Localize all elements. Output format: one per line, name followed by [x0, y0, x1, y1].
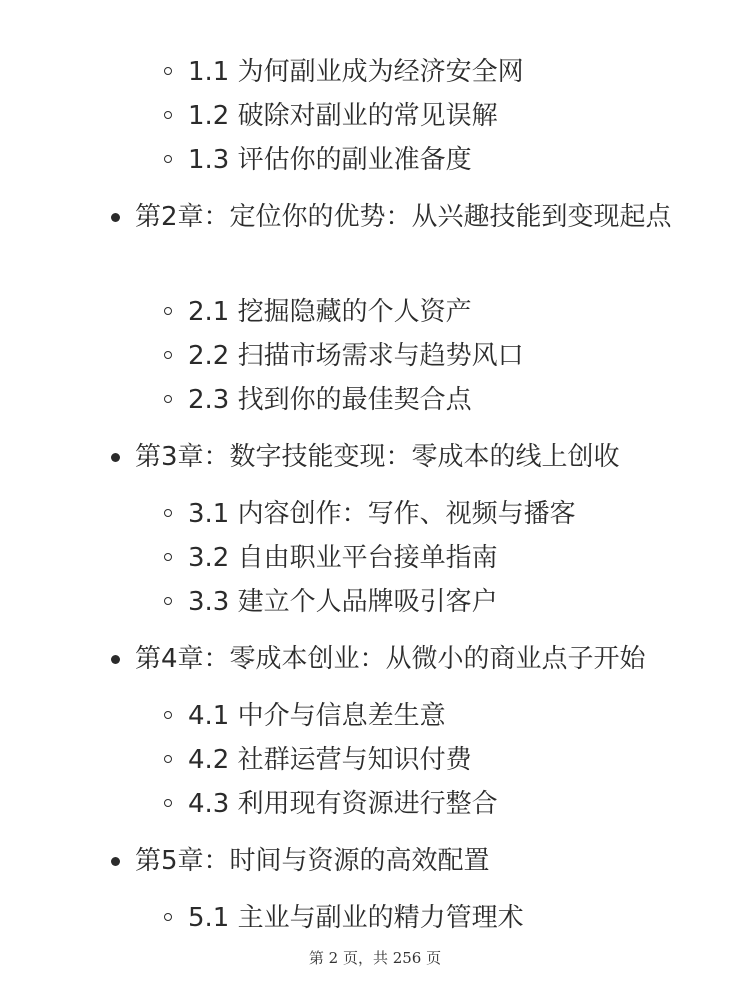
hollow-bullet-icon [164, 711, 172, 719]
toc-chapter-2[interactable] [135, 195, 675, 239]
toc-section-label: 4.3 利用现有资源进行整合 [188, 789, 498, 819]
toc-section-label: 1.1 为何副业成为经济安全网 [188, 57, 524, 87]
toc-chapter-label: 第5章：时间与资源的高效配置 [135, 846, 490, 876]
hollow-bullet-icon [164, 553, 172, 561]
toc-section-5-1[interactable] [188, 896, 524, 940]
toc-section-label: 3.2 自由职业平台接单指南 [188, 543, 498, 573]
hollow-bullet-icon [164, 509, 172, 517]
filled-bullet-icon [111, 655, 120, 664]
toc-chapter-5[interactable] [135, 839, 675, 883]
toc-section-label: 3.3 建立个人品牌吸引客户 [188, 587, 498, 617]
toc-section-label: 3.1 内容创作：写作、视频与播客 [188, 499, 576, 529]
toc-section-label: 4.1 中介与信息差生意 [188, 701, 446, 731]
toc-chapter-3[interactable] [135, 435, 675, 479]
toc-section-label: 2.1 挖掘隐藏的个人资产 [188, 297, 472, 327]
page-number-footer: 第 2 页，共 256 页 [308, 949, 442, 967]
toc-section-label: 1.3 评估你的副业准备度 [188, 145, 472, 175]
toc-section-label: 2.3 找到你的最佳契合点 [188, 385, 472, 415]
toc-section-label: 5.1 主业与副业的精力管理术 [188, 903, 524, 933]
toc-section-3-3[interactable] [188, 580, 498, 624]
hollow-bullet-icon [164, 111, 172, 119]
filled-bullet-icon [111, 213, 120, 222]
toc-section-1-3[interactable] [188, 138, 472, 182]
toc-section-label: 4.2 社群运营与知识付费 [188, 745, 472, 775]
toc-section-3-2[interactable] [188, 536, 498, 580]
toc-section-1-2[interactable] [188, 94, 498, 138]
toc-section-4-2[interactable] [188, 738, 472, 782]
toc-section-2-3[interactable] [188, 378, 472, 422]
toc-section-2-2[interactable] [188, 334, 524, 378]
hollow-bullet-icon [164, 799, 172, 807]
toc-section-2-1[interactable] [188, 290, 472, 334]
hollow-bullet-icon [164, 67, 172, 75]
toc-chapter-4[interactable] [135, 637, 675, 681]
filled-bullet-icon [111, 453, 120, 462]
toc-section-4-3[interactable] [188, 782, 498, 826]
hollow-bullet-icon [164, 913, 172, 921]
hollow-bullet-icon [164, 307, 172, 315]
toc-section-1-1[interactable] [188, 50, 524, 94]
hollow-bullet-icon [164, 755, 172, 763]
toc-section-4-1[interactable] [188, 694, 446, 738]
toc-chapter-label: 第4章：零成本创业：从微小的商业点子开始 [135, 644, 646, 674]
toc-chapter-label: 第3章：数字技能变现：零成本的线上创收 [135, 442, 620, 472]
toc-section-3-1[interactable] [188, 492, 576, 536]
hollow-bullet-icon [164, 395, 172, 403]
toc-section-label: 1.2 破除对副业的常见误解 [188, 101, 498, 131]
hollow-bullet-icon [164, 597, 172, 605]
hollow-bullet-icon [164, 351, 172, 359]
filled-bullet-icon [111, 857, 120, 866]
toc-chapter-label: 第2章：定位你的优势：从兴趣技能到变现起点 [135, 202, 672, 232]
hollow-bullet-icon [164, 155, 172, 163]
toc-section-label: 2.2 扫描市场需求与趋势风口 [188, 341, 524, 371]
